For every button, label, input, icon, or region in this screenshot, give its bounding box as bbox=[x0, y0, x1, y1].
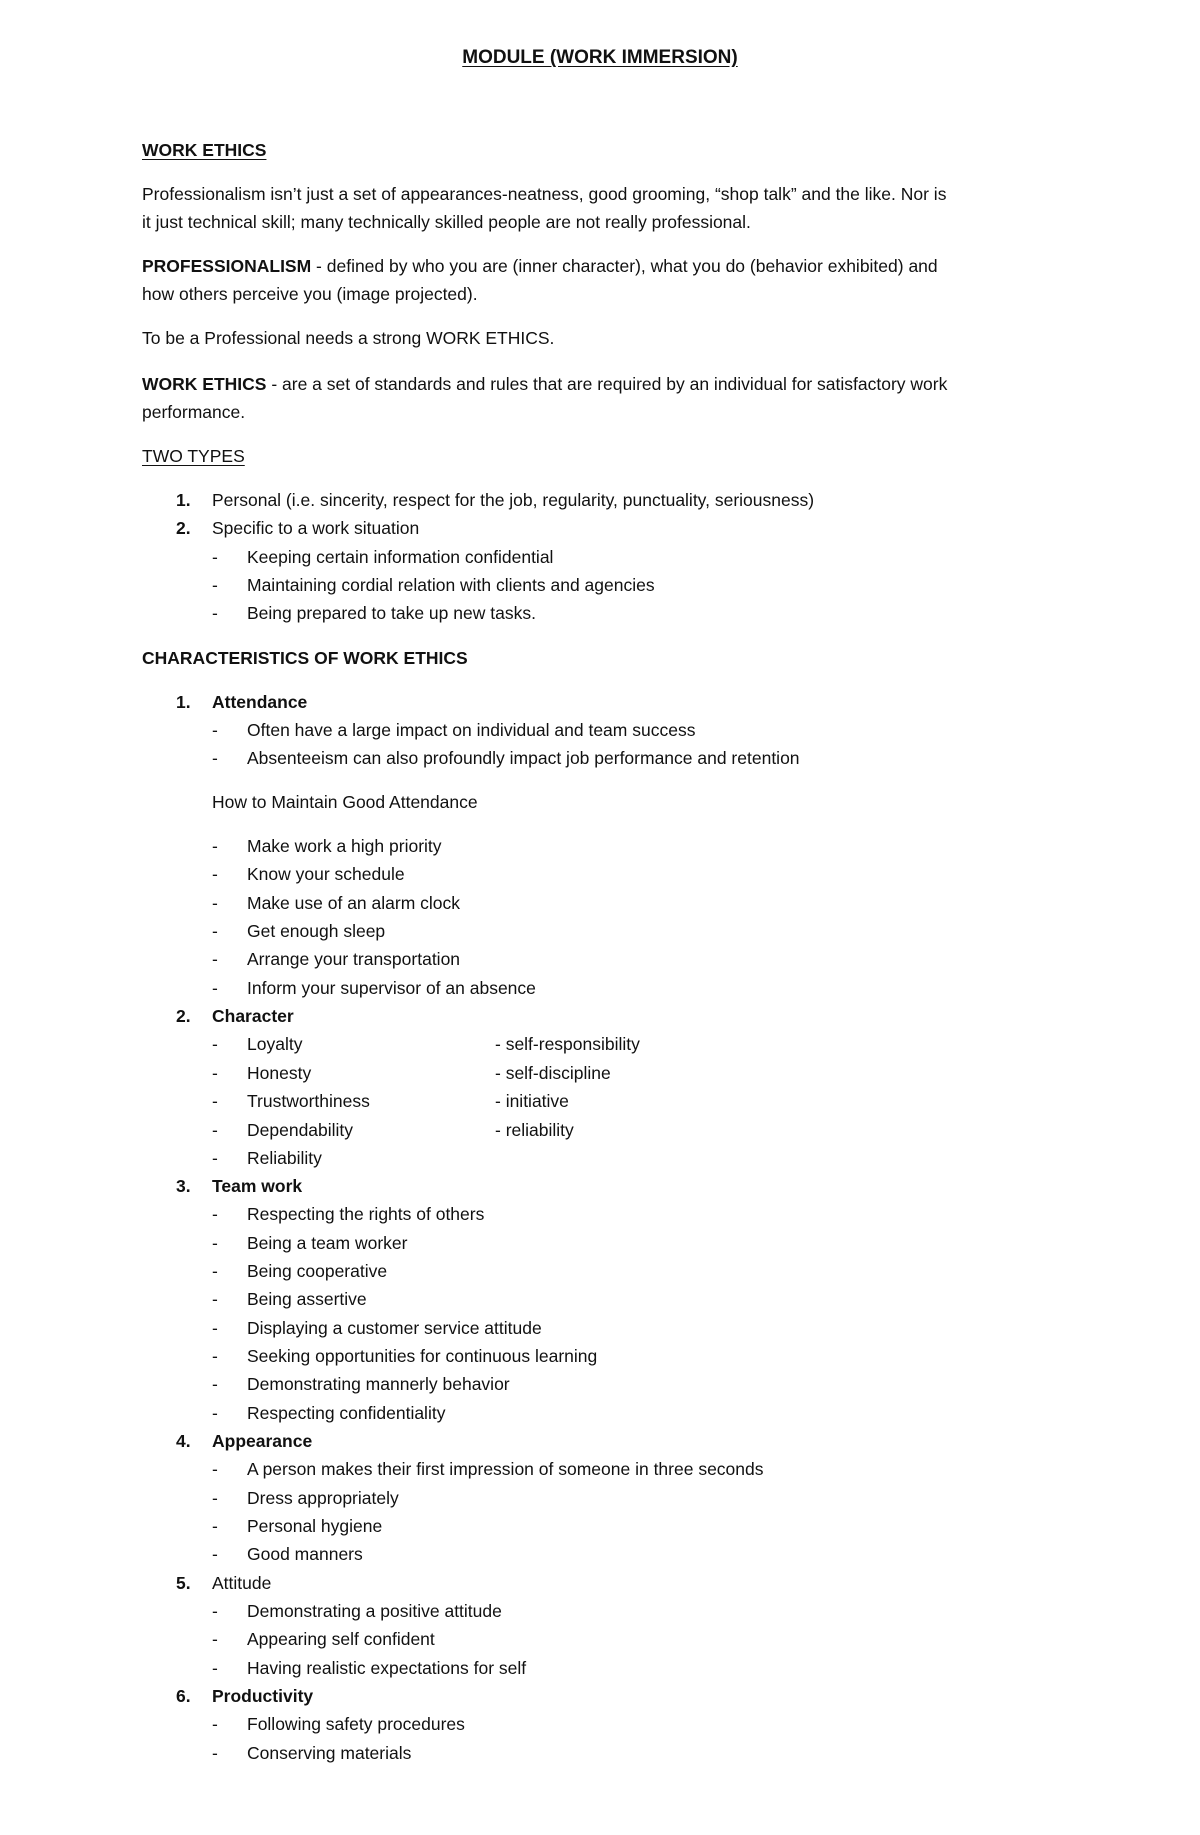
dash-bullet: - bbox=[212, 1601, 218, 1621]
dash-bullet: - bbox=[212, 1233, 218, 1253]
characteristics-heading: CHARACTERISTICS OF WORK ETHICS bbox=[142, 648, 468, 668]
list-item: Loyalty bbox=[247, 1034, 303, 1054]
list-item: Appearing self confident bbox=[247, 1629, 435, 1649]
list-item: Absenteeism can also profoundly impact job performance and retention bbox=[247, 748, 800, 768]
list-item: Displaying a customer service attitude bbox=[247, 1318, 542, 1338]
list-item: Respecting the rights of others bbox=[247, 1204, 485, 1224]
list-item-right: - self-discipline bbox=[495, 1063, 611, 1083]
dash-bullet: - bbox=[212, 921, 218, 941]
dash-bullet: - bbox=[212, 720, 218, 740]
characteristic-label: Productivity bbox=[212, 1686, 314, 1706]
document-title: MODULE (WORK IMMERSION) bbox=[462, 47, 738, 68]
dash-bullet: - bbox=[212, 1091, 218, 1111]
dash-bullet: - bbox=[212, 603, 218, 623]
list-item: Often have a large impact on individual and team success bbox=[247, 720, 696, 740]
list-item: Demonstrating a positive attitude bbox=[247, 1601, 502, 1621]
work-ethics-text: - are a set of standards and rules that are required by an individual for satisfactory work bbox=[266, 374, 948, 394]
dash-bullet: - bbox=[212, 1658, 218, 1678]
paragraph-line: it just technical skill; many technically skilled people are not really professional. bbox=[142, 212, 751, 232]
dash-bullet: - bbox=[212, 1204, 218, 1224]
dash-bullet: - bbox=[212, 1488, 218, 1508]
dash-bullet: - bbox=[212, 1120, 218, 1140]
dash-bullet: - bbox=[212, 893, 218, 913]
list-item: Arrange your transportation bbox=[247, 949, 461, 969]
dash-bullet: - bbox=[212, 1063, 218, 1083]
professionalism-text-cont: how others perceive you (image projected). bbox=[142, 284, 478, 304]
list-item: Keeping certain information confidential bbox=[247, 547, 554, 567]
attendance-subheading: How to Maintain Good Attendance bbox=[212, 792, 478, 812]
list-item-right: - reliability bbox=[495, 1120, 574, 1140]
list-item: Seeking opportunities for continuous learning bbox=[247, 1346, 598, 1366]
list-item: Dress appropriately bbox=[247, 1488, 399, 1508]
list-number: 6. bbox=[176, 1686, 191, 1706]
dash-bullet: - bbox=[212, 864, 218, 884]
professionalism-definition bbox=[142, 254, 938, 278]
dash-bullet: - bbox=[212, 748, 218, 768]
characteristic-label: Team work bbox=[212, 1176, 303, 1196]
work-ethics-definition bbox=[142, 372, 947, 396]
list-item: Being a team worker bbox=[247, 1233, 408, 1253]
dash-bullet: - bbox=[212, 1403, 218, 1423]
list-item: Demonstrating mannerly behavior bbox=[247, 1374, 510, 1394]
list-item-right: - self-responsibility bbox=[495, 1034, 640, 1054]
work-ethics-term: WORK ETHICS bbox=[142, 374, 267, 394]
list-item: Being assertive bbox=[247, 1289, 367, 1309]
list-item: Being cooperative bbox=[247, 1261, 388, 1281]
dash-bullet: - bbox=[212, 1516, 218, 1536]
characteristic-label: Attendance bbox=[212, 692, 308, 712]
list-item: Make work a high priority bbox=[247, 836, 442, 856]
list-item: A person makes their first impression of someone in three seconds bbox=[247, 1459, 764, 1479]
list-item: Having realistic expectations for self bbox=[247, 1658, 527, 1678]
list-number: 1. bbox=[176, 490, 191, 510]
list-item: Specific to a work situation bbox=[212, 518, 420, 538]
dash-bullet: - bbox=[212, 1318, 218, 1338]
dash-bullet: - bbox=[212, 1261, 218, 1281]
list-item: Personal (i.e. sincerity, respect for the job, regularity, punctuality, seriousness) bbox=[212, 490, 815, 510]
professionalism-term: PROFESSIONALISM bbox=[142, 256, 312, 276]
work-ethics-text-cont: performance. bbox=[142, 402, 246, 422]
dash-bullet: - bbox=[212, 1459, 218, 1479]
dash-bullet: - bbox=[212, 1629, 218, 1649]
list-item: Conserving materials bbox=[247, 1743, 412, 1763]
paragraph-line: Professionalism isn’t just a set of appearances-neatness, good grooming, “shop talk” and the like. Nor is bbox=[142, 184, 947, 204]
list-item: Make use of an alarm clock bbox=[247, 893, 461, 913]
dash-bullet: - bbox=[212, 1289, 218, 1309]
list-number: 3. bbox=[176, 1176, 191, 1196]
list-item: Being prepared to take up new tasks. bbox=[247, 603, 536, 623]
list-number: 2. bbox=[176, 1006, 191, 1026]
professional-statement: To be a Professional needs a strong WORK ETHICS. bbox=[142, 328, 555, 348]
list-item-right: - initiative bbox=[495, 1091, 569, 1111]
list-number: 1. bbox=[176, 692, 191, 712]
list-item: Dependability bbox=[247, 1120, 354, 1140]
list-item: Reliability bbox=[247, 1148, 322, 1168]
list-number: 4. bbox=[176, 1431, 191, 1451]
list-item: Trustworthiness bbox=[247, 1091, 370, 1111]
dash-bullet: - bbox=[212, 1346, 218, 1366]
characteristic-label: Attitude bbox=[212, 1573, 272, 1593]
dash-bullet: - bbox=[212, 836, 218, 856]
characteristic-label: Appearance bbox=[212, 1431, 313, 1451]
dash-bullet: - bbox=[212, 1544, 218, 1564]
list-item: Honesty bbox=[247, 1063, 312, 1083]
dash-bullet: - bbox=[212, 1743, 218, 1763]
list-item: Know your schedule bbox=[247, 864, 405, 884]
list-number: 5. bbox=[176, 1573, 191, 1593]
dash-bullet: - bbox=[212, 949, 218, 969]
list-item: Personal hygiene bbox=[247, 1516, 383, 1536]
list-number: 2. bbox=[176, 518, 191, 538]
list-item: Following safety procedures bbox=[247, 1714, 465, 1734]
dash-bullet: - bbox=[212, 547, 218, 567]
dash-bullet: - bbox=[212, 575, 218, 595]
dash-bullet: - bbox=[212, 978, 218, 998]
list-item: Respecting confidentiality bbox=[247, 1403, 446, 1423]
section-heading: WORK ETHICS bbox=[142, 140, 267, 160]
dash-bullet: - bbox=[212, 1034, 218, 1054]
list-item: Maintaining cordial relation with clients and agencies bbox=[247, 575, 655, 595]
characteristic-label: Character bbox=[212, 1006, 294, 1026]
list-item: Inform your supervisor of an absence bbox=[247, 978, 536, 998]
dash-bullet: - bbox=[212, 1374, 218, 1394]
professionalism-text: - defined by who you are (inner character), what you do (behavior exhibited) and bbox=[311, 256, 938, 276]
dash-bullet: - bbox=[212, 1148, 218, 1168]
list-item: Good manners bbox=[247, 1544, 363, 1564]
list-item: Get enough sleep bbox=[247, 921, 386, 941]
dash-bullet: - bbox=[212, 1714, 218, 1734]
two-types-heading: TWO TYPES bbox=[142, 446, 245, 466]
